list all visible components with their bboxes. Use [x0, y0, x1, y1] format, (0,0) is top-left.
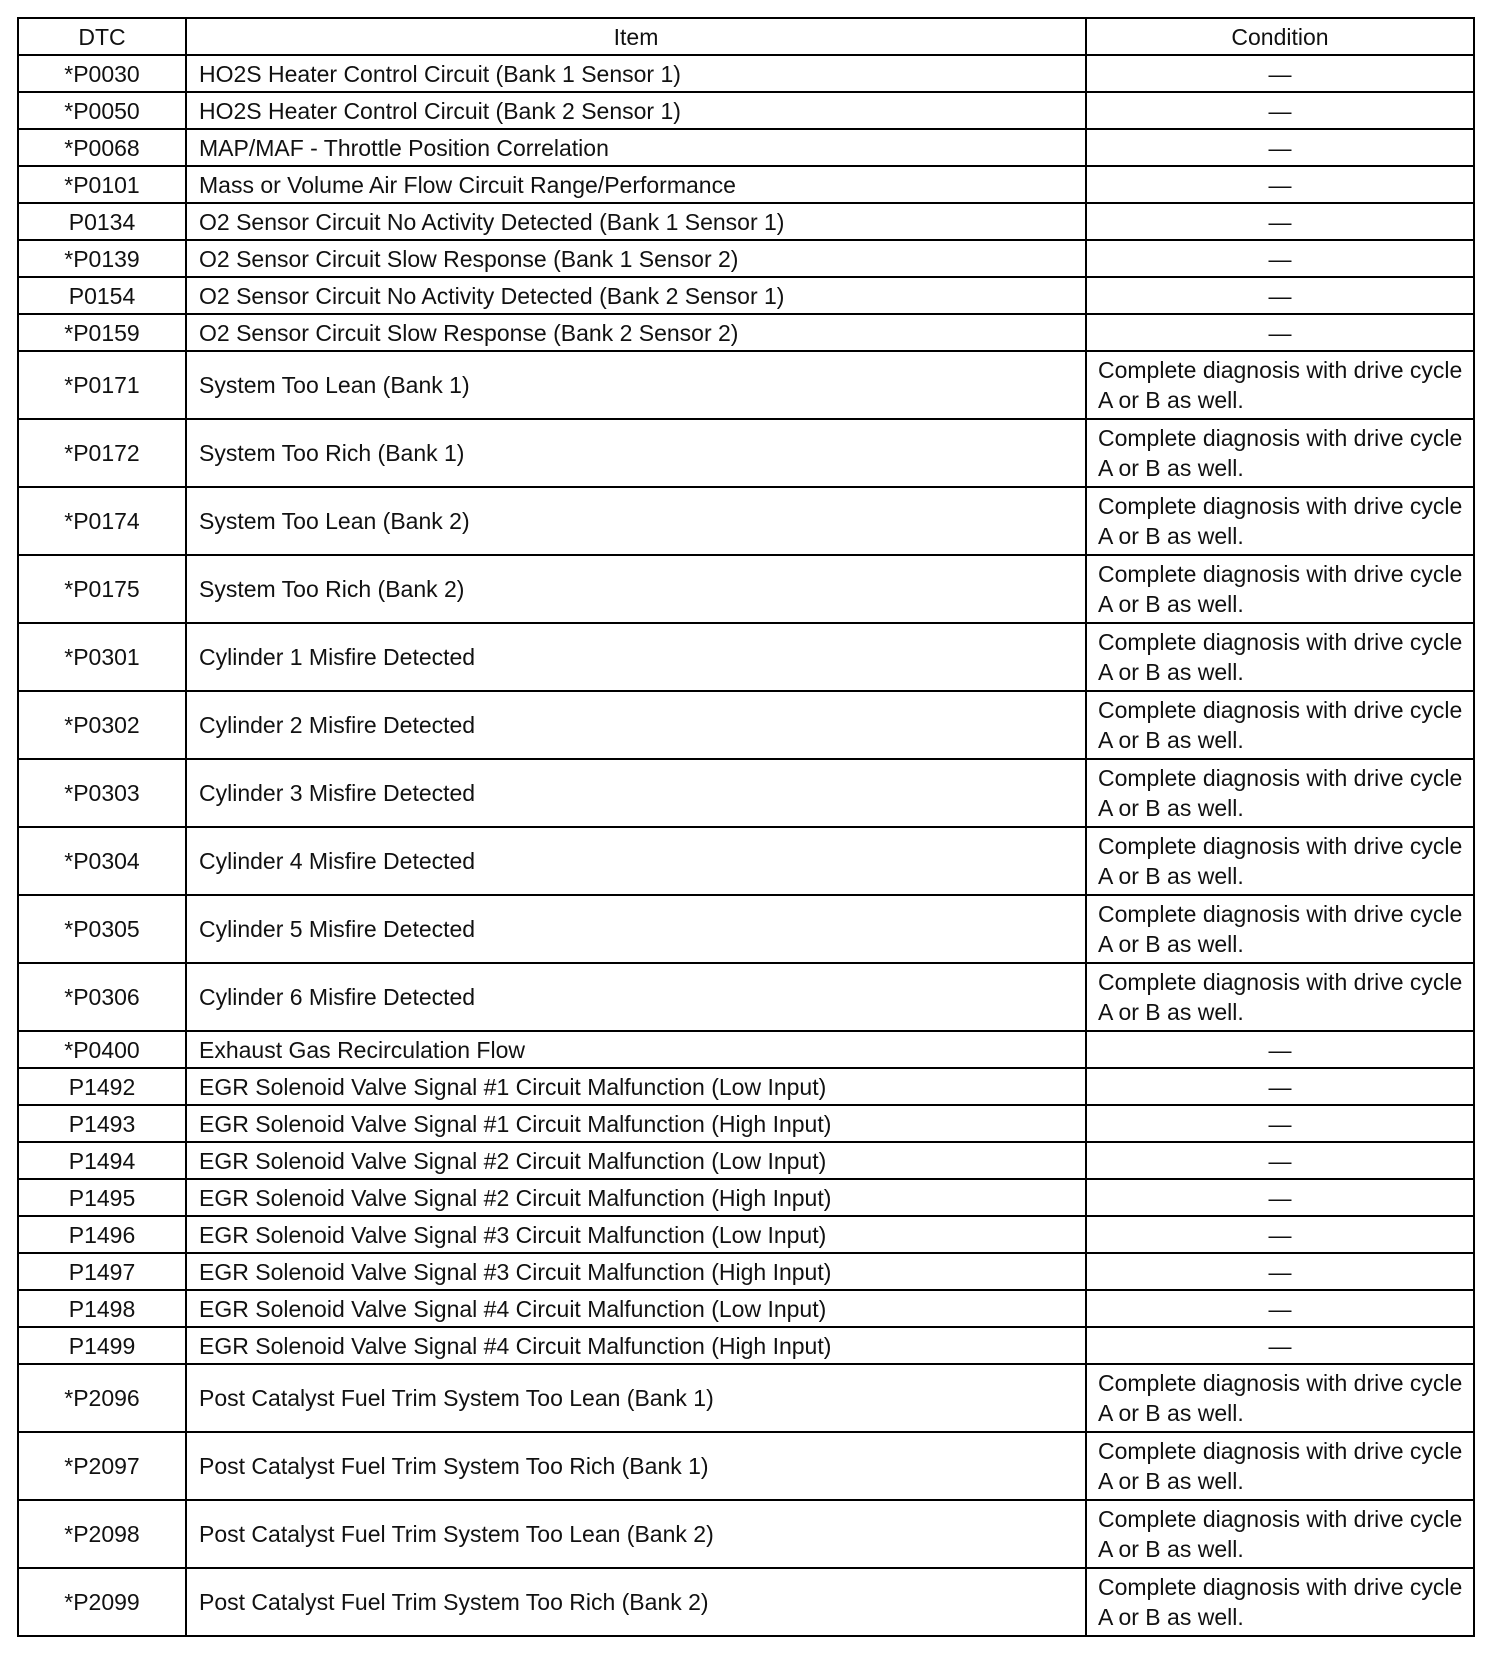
condition-cell: Complete diagnosis with drive cycle A or B as well. [1086, 691, 1474, 759]
item-description-cell: Mass or Volume Air Flow Circuit Range/Performance [186, 166, 1086, 203]
item-description-cell: EGR Solenoid Valve Signal #1 Circuit Malfunction (High Input) [186, 1105, 1086, 1142]
item-description-cell: O2 Sensor Circuit Slow Response (Bank 1 Sensor 2) [186, 240, 1086, 277]
item-description-cell: EGR Solenoid Valve Signal #1 Circuit Malfunction (Low Input) [186, 1068, 1086, 1105]
table-row [18, 759, 1474, 827]
dtc-code-cell: P1494 [18, 1142, 186, 1179]
item-description-cell: EGR Solenoid Valve Signal #2 Circuit Malfunction (High Input) [186, 1179, 1086, 1216]
table-row [18, 351, 1474, 419]
item-description-cell: System Too Rich (Bank 1) [186, 419, 1086, 487]
table-row [18, 963, 1474, 1031]
dtc-code-cell: P1495 [18, 1179, 186, 1216]
dtc-code-cell: *P2097 [18, 1432, 186, 1500]
table-row [18, 92, 1474, 129]
item-description-cell: EGR Solenoid Valve Signal #4 Circuit Malfunction (Low Input) [186, 1290, 1086, 1327]
item-description-cell: MAP/MAF - Throttle Position Correlation [186, 129, 1086, 166]
dtc-code-cell: *P2098 [18, 1500, 186, 1568]
table-row [18, 55, 1474, 92]
table-row [18, 1105, 1474, 1142]
table-row [18, 1179, 1474, 1216]
table-row [18, 1432, 1474, 1500]
table-row [18, 827, 1474, 895]
condition-cell: Complete diagnosis with drive cycle A or B as well. [1086, 1432, 1474, 1500]
dtc-code-cell: *P0175 [18, 555, 186, 623]
condition-cell: — [1086, 277, 1474, 314]
condition-cell: — [1086, 1068, 1474, 1105]
table-row [18, 1500, 1474, 1568]
dtc-code-cell: P1499 [18, 1327, 186, 1364]
condition-cell: Complete diagnosis with drive cycle A or B as well. [1086, 963, 1474, 1031]
item-description-cell: Cylinder 5 Misfire Detected [186, 895, 1086, 963]
table-row [18, 691, 1474, 759]
condition-cell: — [1086, 92, 1474, 129]
dtc-code-cell: *P2096 [18, 1364, 186, 1432]
item-description-cell: EGR Solenoid Valve Signal #3 Circuit Malfunction (Low Input) [186, 1216, 1086, 1253]
table-row [18, 419, 1474, 487]
condition-cell: — [1086, 1327, 1474, 1364]
item-description-cell: EGR Solenoid Valve Signal #3 Circuit Malfunction (High Input) [186, 1253, 1086, 1290]
table-row [18, 1253, 1474, 1290]
table-row [18, 1327, 1474, 1364]
table-row [18, 1068, 1474, 1105]
item-description-cell: Cylinder 3 Misfire Detected [186, 759, 1086, 827]
dtc-code-cell: *P0302 [18, 691, 186, 759]
condition-cell: — [1086, 1142, 1474, 1179]
dtc-code-cell: *P0301 [18, 623, 186, 691]
condition-cell: Complete diagnosis with drive cycle A or B as well. [1086, 351, 1474, 419]
table-row [18, 1290, 1474, 1327]
condition-cell: — [1086, 1216, 1474, 1253]
dtc-code-cell: *P0159 [18, 314, 186, 351]
dtc-code-cell: P1498 [18, 1290, 186, 1327]
dtc-code-cell: *P0304 [18, 827, 186, 895]
table-row [18, 240, 1474, 277]
dtc-code-cell: P0154 [18, 277, 186, 314]
item-description-cell: Post Catalyst Fuel Trim System Too Rich (Bank 2) [186, 1568, 1086, 1636]
condition-cell: Complete diagnosis with drive cycle A or B as well. [1086, 419, 1474, 487]
condition-cell: Complete diagnosis with drive cycle A or B as well. [1086, 1568, 1474, 1636]
table-body [18, 55, 1474, 1636]
item-description-cell: O2 Sensor Circuit No Activity Detected (Bank 1 Sensor 1) [186, 203, 1086, 240]
header-condition: Condition [1086, 18, 1474, 55]
table-row [18, 1142, 1474, 1179]
condition-cell: — [1086, 240, 1474, 277]
dtc-code-cell: P1497 [18, 1253, 186, 1290]
table-row [18, 314, 1474, 351]
condition-cell: — [1086, 314, 1474, 351]
table-row [18, 203, 1474, 240]
dtc-code-cell: *P0303 [18, 759, 186, 827]
dtc-code-cell: *P0174 [18, 487, 186, 555]
item-description-cell: Post Catalyst Fuel Trim System Too Lean (Bank 2) [186, 1500, 1086, 1568]
condition-cell: Complete diagnosis with drive cycle A or B as well. [1086, 759, 1474, 827]
condition-cell: Complete diagnosis with drive cycle A or B as well. [1086, 623, 1474, 691]
dtc-code-cell: *P0050 [18, 92, 186, 129]
dtc-code-cell: P1496 [18, 1216, 186, 1253]
dtc-code-cell: *P0172 [18, 419, 186, 487]
table-row [18, 129, 1474, 166]
condition-cell: — [1086, 129, 1474, 166]
dtc-code-cell: *P0171 [18, 351, 186, 419]
dtc-code-cell: *P0139 [18, 240, 186, 277]
dtc-code-cell: *P0400 [18, 1031, 186, 1068]
item-description-cell: System Too Rich (Bank 2) [186, 555, 1086, 623]
condition-cell: Complete diagnosis with drive cycle A or B as well. [1086, 827, 1474, 895]
item-description-cell: Cylinder 2 Misfire Detected [186, 691, 1086, 759]
condition-cell: — [1086, 203, 1474, 240]
condition-cell: — [1086, 1031, 1474, 1068]
table-header [18, 18, 1474, 55]
dtc-code-cell: *P0101 [18, 166, 186, 203]
item-description-cell: Post Catalyst Fuel Trim System Too Rich (Bank 1) [186, 1432, 1086, 1500]
table-row [18, 895, 1474, 963]
condition-cell: Complete diagnosis with drive cycle A or B as well. [1086, 1500, 1474, 1568]
table-row [18, 1216, 1474, 1253]
table-row [18, 623, 1474, 691]
table-row [18, 166, 1474, 203]
header-row [18, 18, 1474, 55]
item-description-cell: O2 Sensor Circuit No Activity Detected (Bank 2 Sensor 1) [186, 277, 1086, 314]
item-description-cell: EGR Solenoid Valve Signal #2 Circuit Malfunction (Low Input) [186, 1142, 1086, 1179]
item-description-cell: O2 Sensor Circuit Slow Response (Bank 2 Sensor 2) [186, 314, 1086, 351]
table-row [18, 1364, 1474, 1432]
header-dtc: DTC [18, 18, 186, 55]
item-description-cell: System Too Lean (Bank 1) [186, 351, 1086, 419]
item-description-cell: Cylinder 1 Misfire Detected [186, 623, 1086, 691]
item-description-cell: Exhaust Gas Recirculation Flow [186, 1031, 1086, 1068]
table-row [18, 277, 1474, 314]
header-item: Item [186, 18, 1086, 55]
item-description-cell: Cylinder 4 Misfire Detected [186, 827, 1086, 895]
item-description-cell: System Too Lean (Bank 2) [186, 487, 1086, 555]
condition-cell: — [1086, 1105, 1474, 1142]
item-description-cell: Post Catalyst Fuel Trim System Too Lean (Bank 1) [186, 1364, 1086, 1432]
table-row [18, 1568, 1474, 1636]
condition-cell: — [1086, 55, 1474, 92]
condition-cell: — [1086, 1253, 1474, 1290]
dtc-code-cell: *P0068 [18, 129, 186, 166]
dtc-code-cell: *P0306 [18, 963, 186, 1031]
dtc-code-cell: *P0305 [18, 895, 186, 963]
condition-cell: — [1086, 166, 1474, 203]
dtc-code-cell: P0134 [18, 203, 186, 240]
dtc-code-cell: *P2099 [18, 1568, 186, 1636]
dtc-table [17, 17, 1475, 1637]
condition-cell: — [1086, 1179, 1474, 1216]
condition-cell: Complete diagnosis with drive cycle A or B as well. [1086, 1364, 1474, 1432]
item-description-cell: Cylinder 6 Misfire Detected [186, 963, 1086, 1031]
table-row [18, 487, 1474, 555]
condition-cell: — [1086, 1290, 1474, 1327]
dtc-code-cell: *P0030 [18, 55, 186, 92]
table-row [18, 555, 1474, 623]
table-row [18, 1031, 1474, 1068]
condition-cell: Complete diagnosis with drive cycle A or B as well. [1086, 555, 1474, 623]
item-description-cell: HO2S Heater Control Circuit (Bank 1 Sensor 1) [186, 55, 1086, 92]
condition-cell: Complete diagnosis with drive cycle A or B as well. [1086, 895, 1474, 963]
dtc-code-cell: P1492 [18, 1068, 186, 1105]
item-description-cell: HO2S Heater Control Circuit (Bank 2 Sensor 1) [186, 92, 1086, 129]
dtc-code-cell: P1493 [18, 1105, 186, 1142]
item-description-cell: EGR Solenoid Valve Signal #4 Circuit Malfunction (High Input) [186, 1327, 1086, 1364]
condition-cell: Complete diagnosis with drive cycle A or B as well. [1086, 487, 1474, 555]
